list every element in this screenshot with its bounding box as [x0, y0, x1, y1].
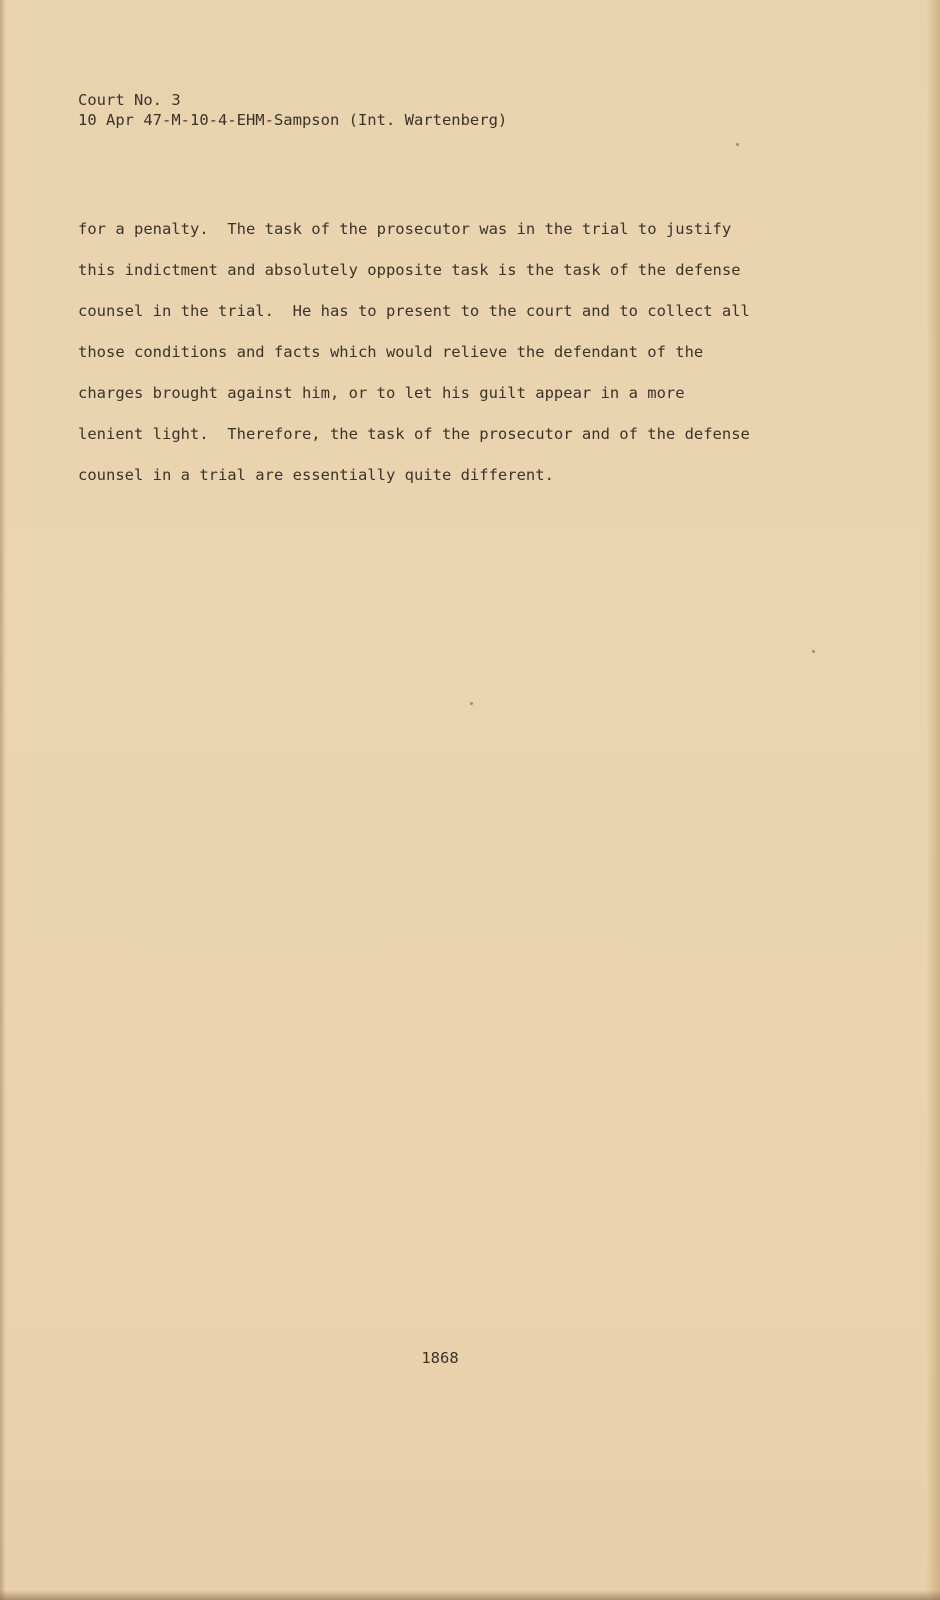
transcript-line: this indictment and absolutely opposite task is the task of the defense [78, 261, 741, 279]
paper-speck [470, 702, 473, 705]
page-edge-right [926, 0, 940, 1600]
transcript-line: for a penalty. The task of the prosecutor was in the trial to justify [78, 220, 732, 238]
transcript-line: charges brought against him, or to let his guilt appear in a more [78, 384, 685, 402]
transcript-line: counsel in the trial. He has to present to the court and to collect all [78, 302, 750, 320]
header-court-number: Court No. 3 [78, 91, 181, 109]
transcript-line: lenient light. Therefore, the task of the prosecutor and of the defense [78, 425, 750, 443]
header-session-info: 10 Apr 47-M-10-4-EHM-Sampson (Int. Wartenberg) [78, 111, 508, 129]
transcript-line: those conditions and facts which would relieve the defendant of the [78, 343, 704, 361]
page-number: 1868 [421, 1349, 459, 1367]
transcript-line: counsel in a trial are essentially quite different. [78, 466, 554, 484]
page-edge-bottom [0, 1590, 940, 1600]
paper-speck [812, 650, 815, 653]
transcript-body [78, 209, 838, 496]
document-header [78, 90, 507, 130]
paper-speck [736, 143, 739, 146]
